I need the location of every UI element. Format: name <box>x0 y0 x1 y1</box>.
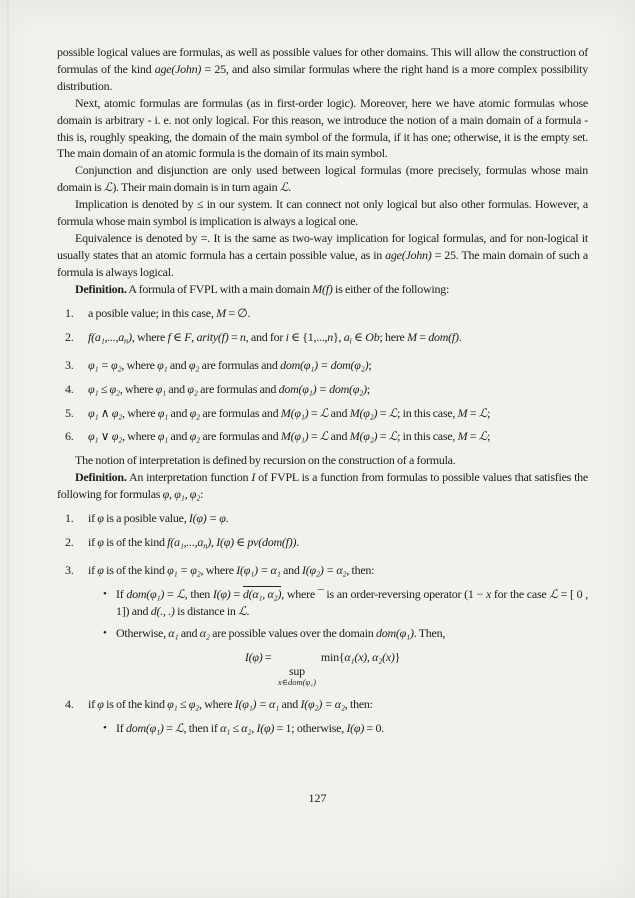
text-segment: = <box>377 429 389 444</box>
text-segment: ; here <box>379 329 408 344</box>
text-segment: φ₁ ≤ φ₂ <box>167 697 200 712</box>
text-segment: ℒ <box>388 429 398 444</box>
text-segment: Equivalence is denoted by =. It is the same as two-way implication for logical formulas, and for non-logical it usually states that an atomic formula has a certain possible value, as in <box>57 230 588 262</box>
text-segment: dom(φ₁) <box>125 720 164 735</box>
text-segment: ; <box>487 405 491 420</box>
text-segment: = <box>308 429 320 444</box>
text-segment: i <box>349 335 352 345</box>
numbered-item <box>65 357 588 374</box>
text-segment: arity(f) <box>196 329 229 344</box>
text-segment: f(a₁,...,a <box>167 534 204 549</box>
text-segment: ∈ <box>233 534 248 549</box>
text-segment: ℒ <box>175 720 184 735</box>
paragraph <box>57 162 588 196</box>
text-segment: = <box>467 429 479 444</box>
text-segment: is either of the following: <box>332 281 450 296</box>
formula-lhs <box>245 650 274 664</box>
text-segment: φ₂ <box>188 357 200 372</box>
text-segment: α₂ <box>199 625 210 640</box>
text-segment: I(φ) <box>212 587 231 602</box>
text-segment: I(φ₂) = α₂ <box>302 563 347 578</box>
text-segment: I <box>251 470 256 485</box>
item-number: 1. <box>65 511 74 526</box>
text-segment: for the case <box>491 587 550 602</box>
numbered-item <box>65 510 588 527</box>
text-segment: = <box>308 405 320 420</box>
text-segment: M(φ₁) <box>280 405 309 420</box>
text-segment: α₁(x), α₂(x) <box>344 649 395 664</box>
text-segment: min <box>320 649 339 664</box>
text-segment: is of the kind <box>103 563 168 578</box>
text-segment: , and for <box>245 329 286 344</box>
text-segment: = <box>164 587 177 602</box>
text-segment: = <box>416 329 429 344</box>
item-text <box>88 534 588 555</box>
paragraph <box>57 196 588 230</box>
text-segment: . <box>225 511 229 526</box>
text-segment: ∈ <box>170 329 185 344</box>
text-segment: φ₂ <box>187 381 198 396</box>
numbered-item <box>65 562 588 579</box>
text-segment: The notion of interpretation is defined by recursion on the construction of a formula. <box>75 453 456 468</box>
text-segment: Definition. <box>75 281 127 296</box>
text-segment: ; in this case, <box>397 429 458 444</box>
item-text <box>88 381 588 398</box>
text-segment: M(f) <box>312 281 333 296</box>
bullet-icon: • <box>103 626 107 639</box>
text-segment: and <box>328 429 350 444</box>
paragraph <box>57 230 588 281</box>
text-segment: φ₁ = φ₂ <box>88 357 122 372</box>
text-segment: are formulas and <box>199 405 281 420</box>
text-segment: ∈ <box>351 329 366 344</box>
text-segment: , where <box>122 405 158 420</box>
text-segment: n <box>239 329 246 344</box>
item-text <box>88 405 588 422</box>
text-segment: x <box>485 587 492 602</box>
text-segment: age(John) <box>154 61 202 76</box>
text-segment: , <box>211 534 217 549</box>
text-segment: dom(f) <box>428 329 459 344</box>
numbered-item <box>65 329 588 350</box>
paragraph <box>57 44 588 95</box>
text-segment: : <box>200 487 204 502</box>
text-segment: { <box>338 649 345 664</box>
text-segment: = 1; otherwise, <box>274 720 347 735</box>
text-segment: of FVPL is a function from formulas to possible values that satisfies the following for formulas <box>57 470 589 502</box>
text-segment: φ <box>97 534 104 549</box>
text-segment: dom(φ₁) = dom(φ₂) <box>278 381 367 396</box>
text-segment: M <box>407 329 417 344</box>
numbered-item <box>65 696 588 713</box>
text-segment: i <box>285 329 289 344</box>
text-segment: , where <box>119 381 156 396</box>
text-segment: ; in this case, <box>397 405 458 420</box>
item-text <box>88 510 588 527</box>
text-segment: Implication is denoted by ≤ in our system. It can connect not only logical but also other formulas. However, a formula whose main symbol is implication is always a logical one. <box>57 197 588 229</box>
text-segment: φ₁ <box>155 381 166 396</box>
text-segment: and <box>165 381 188 396</box>
item-text <box>88 305 588 322</box>
item-number: 5. <box>65 405 74 420</box>
text-segment: and <box>279 697 301 712</box>
text-segment: are formulas and <box>199 357 281 372</box>
item-number: 2. <box>65 329 74 344</box>
text-segment: Ob <box>365 329 380 344</box>
text-segment: I(φ) <box>256 720 275 735</box>
text-segment: φ <box>97 697 104 712</box>
text-segment: are formulas and <box>197 381 279 396</box>
paragraph <box>57 281 588 298</box>
text-segment: φ₁ = φ₂ <box>167 563 201 578</box>
text-segment: I(φ) <box>216 534 234 549</box>
text-segment: and <box>280 563 303 578</box>
text-segment: if <box>88 511 98 526</box>
item-number: 3. <box>65 357 74 372</box>
text-segment: are formulas and <box>199 429 281 444</box>
text-segment: = [ 0 , 1]) and <box>116 587 588 618</box>
text-segment: α₁ <box>168 625 179 640</box>
text-segment: M <box>216 305 226 320</box>
text-segment: I(φ) = φ <box>188 511 226 526</box>
text-segment: is distance in <box>174 603 239 618</box>
item-number: 4. <box>65 381 74 396</box>
text-segment: ℒ <box>238 603 247 618</box>
text-segment: φ₂ <box>189 405 200 420</box>
text-segment: φ₁ <box>157 357 168 372</box>
text-segment: M <box>457 405 468 420</box>
text-segment: dom(φ₁) <box>126 587 165 602</box>
paragraph <box>57 452 588 469</box>
item-number: 2. <box>65 534 74 549</box>
text-segment: ℒ <box>176 587 185 602</box>
text-segment: a posible value; in this case, <box>88 305 217 320</box>
text-segment: ) <box>128 329 132 344</box>
text-segment: if <box>88 534 98 549</box>
text-segment: If <box>116 587 127 602</box>
text-segment: α₁ ≤ α₂ <box>220 720 252 735</box>
text-segment: . Then, <box>413 625 446 640</box>
numbered-item <box>65 381 588 398</box>
text-segment: . <box>288 180 291 195</box>
text-segment: , where <box>121 357 158 372</box>
text-segment: I(φ) <box>244 649 263 664</box>
text-segment: ℒ <box>478 429 488 444</box>
text-segment: = <box>163 720 176 735</box>
text-segment: , where <box>122 429 158 444</box>
text-segment: , where <box>131 329 168 344</box>
text-segment: n <box>124 335 129 345</box>
text-segment: φ₂ <box>189 429 200 444</box>
sup-label: sup <box>288 663 305 678</box>
bullet-icon: • <box>103 588 107 601</box>
text-column <box>57 44 588 742</box>
item-number: 3. <box>65 563 74 578</box>
text-segment: pv(dom(f)) <box>247 534 297 549</box>
text-segment: , then if <box>183 720 221 735</box>
text-segment: = <box>262 649 274 664</box>
text-segment: φ₁ <box>157 429 169 444</box>
text-segment: and <box>168 405 190 420</box>
text-segment: φ₁ ∧ φ₂ <box>88 405 123 420</box>
text-segment: , where <box>199 697 235 712</box>
text-segment: φ₁ ∨ φ₂ <box>88 429 123 444</box>
text-segment: and <box>167 357 189 372</box>
text-segment: = ∅. <box>225 305 251 320</box>
text-segment: , <box>191 329 197 344</box>
text-segment: dom(φ₁) <box>376 625 414 640</box>
text-segment: ; <box>366 381 370 396</box>
text-segment: n <box>327 329 333 344</box>
text-segment: f <box>167 329 171 344</box>
text-segment: ; <box>487 429 491 444</box>
text-segment: ℒ <box>478 405 488 420</box>
page-number: 127 <box>308 791 327 805</box>
text-segment: M <box>457 429 468 444</box>
text-segment: = 25. The main domain of such a formula is always logical. <box>57 247 588 279</box>
text-segment: n <box>203 541 208 551</box>
text-segment: age(John) <box>385 247 432 262</box>
text-segment: = <box>467 405 479 420</box>
text-segment: dom(φ₁) = dom(φ₂) <box>280 357 369 372</box>
text-segment: and <box>178 625 200 640</box>
text-segment: , where ¯ is an order-reversing operator (1 − <box>281 587 486 602</box>
text-segment: I(φ₂) = α₂ <box>300 697 345 712</box>
text-segment: Otherwise, <box>116 625 169 640</box>
text-segment: are possible values over the domain <box>209 625 376 640</box>
text-segment: } <box>394 649 401 664</box>
numbered-item <box>65 428 588 445</box>
item-text <box>88 562 588 579</box>
bullet-item <box>103 586 588 620</box>
text-segment: = <box>377 405 389 420</box>
item-number: 4. <box>65 697 74 712</box>
text-segment: is of the kind <box>103 697 168 712</box>
text-segment: φ₁ <box>157 405 169 420</box>
text-segment: f(a₁,...,a <box>88 329 125 344</box>
item-text <box>88 428 588 445</box>
text-segment: = <box>230 587 243 602</box>
text-segment: = <box>228 329 240 344</box>
numbered-item <box>65 405 588 422</box>
text-segment: , <box>251 720 257 735</box>
text-segment: if <box>88 697 98 712</box>
text-segment: = 0. <box>364 720 384 735</box>
text-segment: . <box>246 603 250 618</box>
text-segment: A formula of FVPL with a main domain <box>126 281 313 296</box>
text-segment: if <box>88 563 98 578</box>
text-segment: ). Their main domain is in turn again <box>112 180 280 195</box>
text-segment: φ, φ₁, φ₂ <box>162 487 201 502</box>
bullet-item <box>103 625 588 642</box>
text-segment: is of the kind <box>103 534 168 549</box>
text-segment: I(φ₁) = α₁ <box>234 697 280 712</box>
numbered-item <box>65 305 588 322</box>
text-segment: = 25, and also similar formulas where the right hand is a more complex possibility distribution. <box>57 61 588 93</box>
item-number: 1. <box>65 305 74 320</box>
text-segment: and <box>328 405 350 420</box>
item-text <box>116 720 588 737</box>
sup-operator <box>278 665 316 688</box>
bullet-icon: • <box>103 721 107 734</box>
item-text <box>88 329 588 350</box>
text-segment: φ <box>97 563 104 578</box>
paragraph <box>57 469 588 503</box>
formula-rhs <box>321 650 400 664</box>
text-segment: F <box>184 329 192 344</box>
text-segment: φ₁ ≤ φ₂ <box>88 381 120 396</box>
text-segment: Next, atomic formulas are formulas (as in first-order logic). Moreover, here we have atomic formulas whose domain is arbitrary - i. e. not only logical. For this reason, we introduce the notion of a main domain of a formula - this is, roughly speaking, the domain of the main symbol of the formula, if it has one; otherwise, it is the empty set. The main domain of an atomic formula is the domain of its main symbol. <box>57 95 588 161</box>
text-segment: ℒ <box>388 405 398 420</box>
text-segment: a <box>343 329 350 344</box>
text-segment: and <box>168 429 190 444</box>
text-segment: Definition. <box>75 470 127 485</box>
text-segment: ∈ {1,..., <box>288 329 328 344</box>
numbered-item <box>65 534 588 555</box>
text-segment: }, <box>332 329 344 344</box>
text-segment: is a posible value, <box>103 511 189 526</box>
display-formula <box>57 649 588 687</box>
text-segment: I(φ₁) = α₁ <box>236 563 281 578</box>
item-number: 6. <box>65 429 74 444</box>
item-text <box>88 696 588 713</box>
text-segment: I(φ) <box>346 720 365 735</box>
item-text <box>88 357 588 374</box>
text-segment: ℒ <box>103 180 113 195</box>
text-segment: M(φ₂) <box>349 405 378 420</box>
text-segment: ℒ <box>279 180 289 195</box>
text-segment: , then: <box>344 697 373 712</box>
text-segment: ℒ <box>549 587 558 602</box>
text-segment: ℒ <box>319 405 329 420</box>
text-segment: , then <box>184 587 213 602</box>
text-segment: M(φ₁) <box>280 429 309 444</box>
text-segment: . <box>296 534 299 549</box>
text-segment: If <box>116 720 126 735</box>
text-segment: An interpretation function <box>126 470 252 485</box>
text-segment: , then: <box>346 563 375 578</box>
text-segment: , where <box>200 563 237 578</box>
text-segment: d(., .) <box>150 603 175 618</box>
text-segment: ) <box>207 534 212 549</box>
item-text <box>116 625 588 642</box>
text-segment: ; <box>368 357 372 372</box>
sup-subscript: x∈dom(φ₁) <box>277 677 316 688</box>
text-segment: Conjunction and disjunction are only used between logical formulas (more precisely, formulas whose main domain is <box>57 163 588 195</box>
text-segment: possible logical values are formulas, as well as possible values for other domains. This will allow the construction of formulas of the kind <box>57 45 588 76</box>
item-text <box>116 586 588 620</box>
text-segment: d(α₁, α₂) <box>242 587 282 602</box>
text-segment: M(φ₂) <box>349 429 378 444</box>
text-segment: φ <box>97 511 104 526</box>
text-segment: ℒ <box>319 429 329 444</box>
paragraph <box>57 95 588 163</box>
bullet-item <box>103 720 588 737</box>
text-segment: . <box>458 329 462 344</box>
